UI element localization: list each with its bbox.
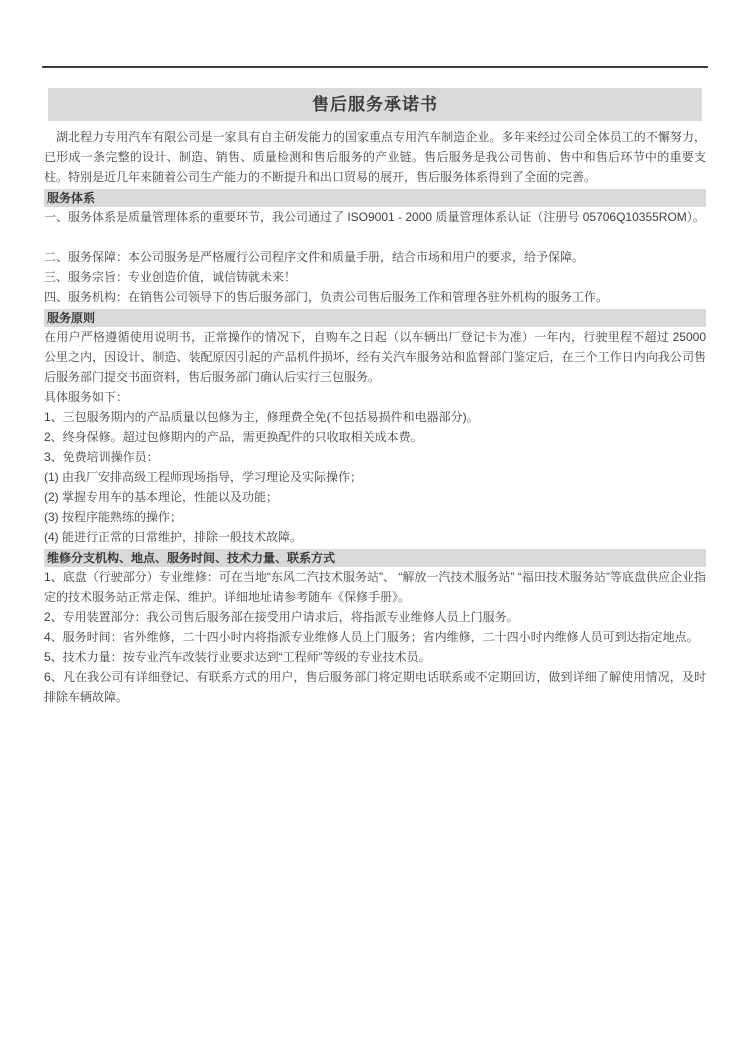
list-item-service-system-4: 四、服务机构：在销售公司领导下的售后服务部门，负责公司售后服务工作和管理各驻外机构的服务工作。 (44, 290, 609, 304)
document-content (44, 88, 706, 707)
section-header-repair-branches: 维修分支机构、地点、服务时间、技术力量、联系方式 (44, 549, 706, 567)
intro-paragraph: 湖北程力专用汽车有限公司是一家具有自主研发能力的国家重点专用汽车制造企业。多年来经过公司全体员工的不懈努力，已形成一条完整的设计、制造、销售、质量检测和售后服务的产业链。售后服务是我公司售前、售中和售后环节中的重要支柱。特别是近几年来随着公司生产能力的不断提升和出口贸易的展开，售后服务体系得到了全面的完善。 (44, 130, 706, 184)
sub-item-training-1: (1) 由我厂安排高级工程师现场指导，学习理论及实际操作； (44, 470, 363, 484)
section-header-service-principles: 服务原则 (44, 309, 706, 327)
list-item-principles-3: 3、免费培训操作员： (44, 450, 159, 464)
sub-item-training-4: (4) 能进行正常的日常维护，排除一般技术故障。 (44, 530, 303, 544)
sub-item-training-2: (2) 掌握专用车的基本理论，性能以及功能； (44, 490, 279, 504)
list-item-service-system-3: 三、服务宗旨：专业创造价值，诚信铸就未来！ (44, 270, 297, 284)
blank-spacer (44, 227, 706, 247)
service-principles-lead-in: 具体服务如下： (44, 390, 129, 404)
list-item-repair-5: 5、技术力量：按专业汽车改装行业要求达到“工程师”等级的专业技术员。 (44, 650, 431, 664)
list-item-repair-2: 2、专用装置部分：我公司售后服务部在接受用户请求后，将指派专业维修人员上门服务。 (44, 610, 519, 624)
list-item-service-system-1: 一、服务体系是质量管理体系的重要环节，我公司通过了 ISO9001 - 2000 质量管理体系认证（注册号 05706Q10355ROM）。 (44, 210, 705, 224)
service-principles-paragraph: 在用户严格遵循使用说明书，正常操作的情况下，自购车之日起（以车辆出厂登记卡为准）一年内，行驶里程不超过 25000 公里之内，因设计、制造、装配原因引起的产品机件损坏，经有关汽车服务站和监督部门鉴定后，在三个工作日内向我公司售后服务部门提交书面资料，售后服务部门确认后实行三包服务。 (44, 330, 706, 384)
list-item-service-system-2: 二、服务保障：本公司服务是严格履行公司程序文件和质量手册，结合市场和用户的要求，给予保障。 (44, 250, 585, 264)
list-item-repair-4: 4、服务时间：省外维修，二十四小时内将指派专业维修人员上门服务；省内维修，二十四小时内维修人员可到达指定地点。 (44, 630, 699, 644)
list-item-repair-6: 6、凡在我公司有详细登记、有联系方式的用户，售后服务部门将定期电话联系或不定期回访，做到详细了解使用情况，及时排除车辆故障。 (44, 670, 706, 704)
list-item-principles-2: 2、终身保修。超过包修期内的产品，需更换配件的只收取相关成本费。 (44, 430, 423, 444)
list-item-repair-1: 1、底盘（行驶部分）专业维修：可在当地“东风二汽技术服务站”、 “解放一汽技术服务站” “福田技术服务站”等底盘供应企业指定的技术服务站正常走保、维护。详细地址请参考随车《保修手册》。 (44, 570, 706, 604)
document-title: 售后服务承诺书 (48, 88, 702, 121)
sub-item-training-3: (3) 按程序能熟练的操作； (44, 510, 183, 524)
list-item-principles-1: 1、三包服务期内的产品质量以包修为主，修理费全免(不包括易损件和电器部分)。 (44, 410, 479, 424)
section-header-service-system: 服务体系 (44, 189, 706, 207)
header-rule (42, 66, 708, 68)
